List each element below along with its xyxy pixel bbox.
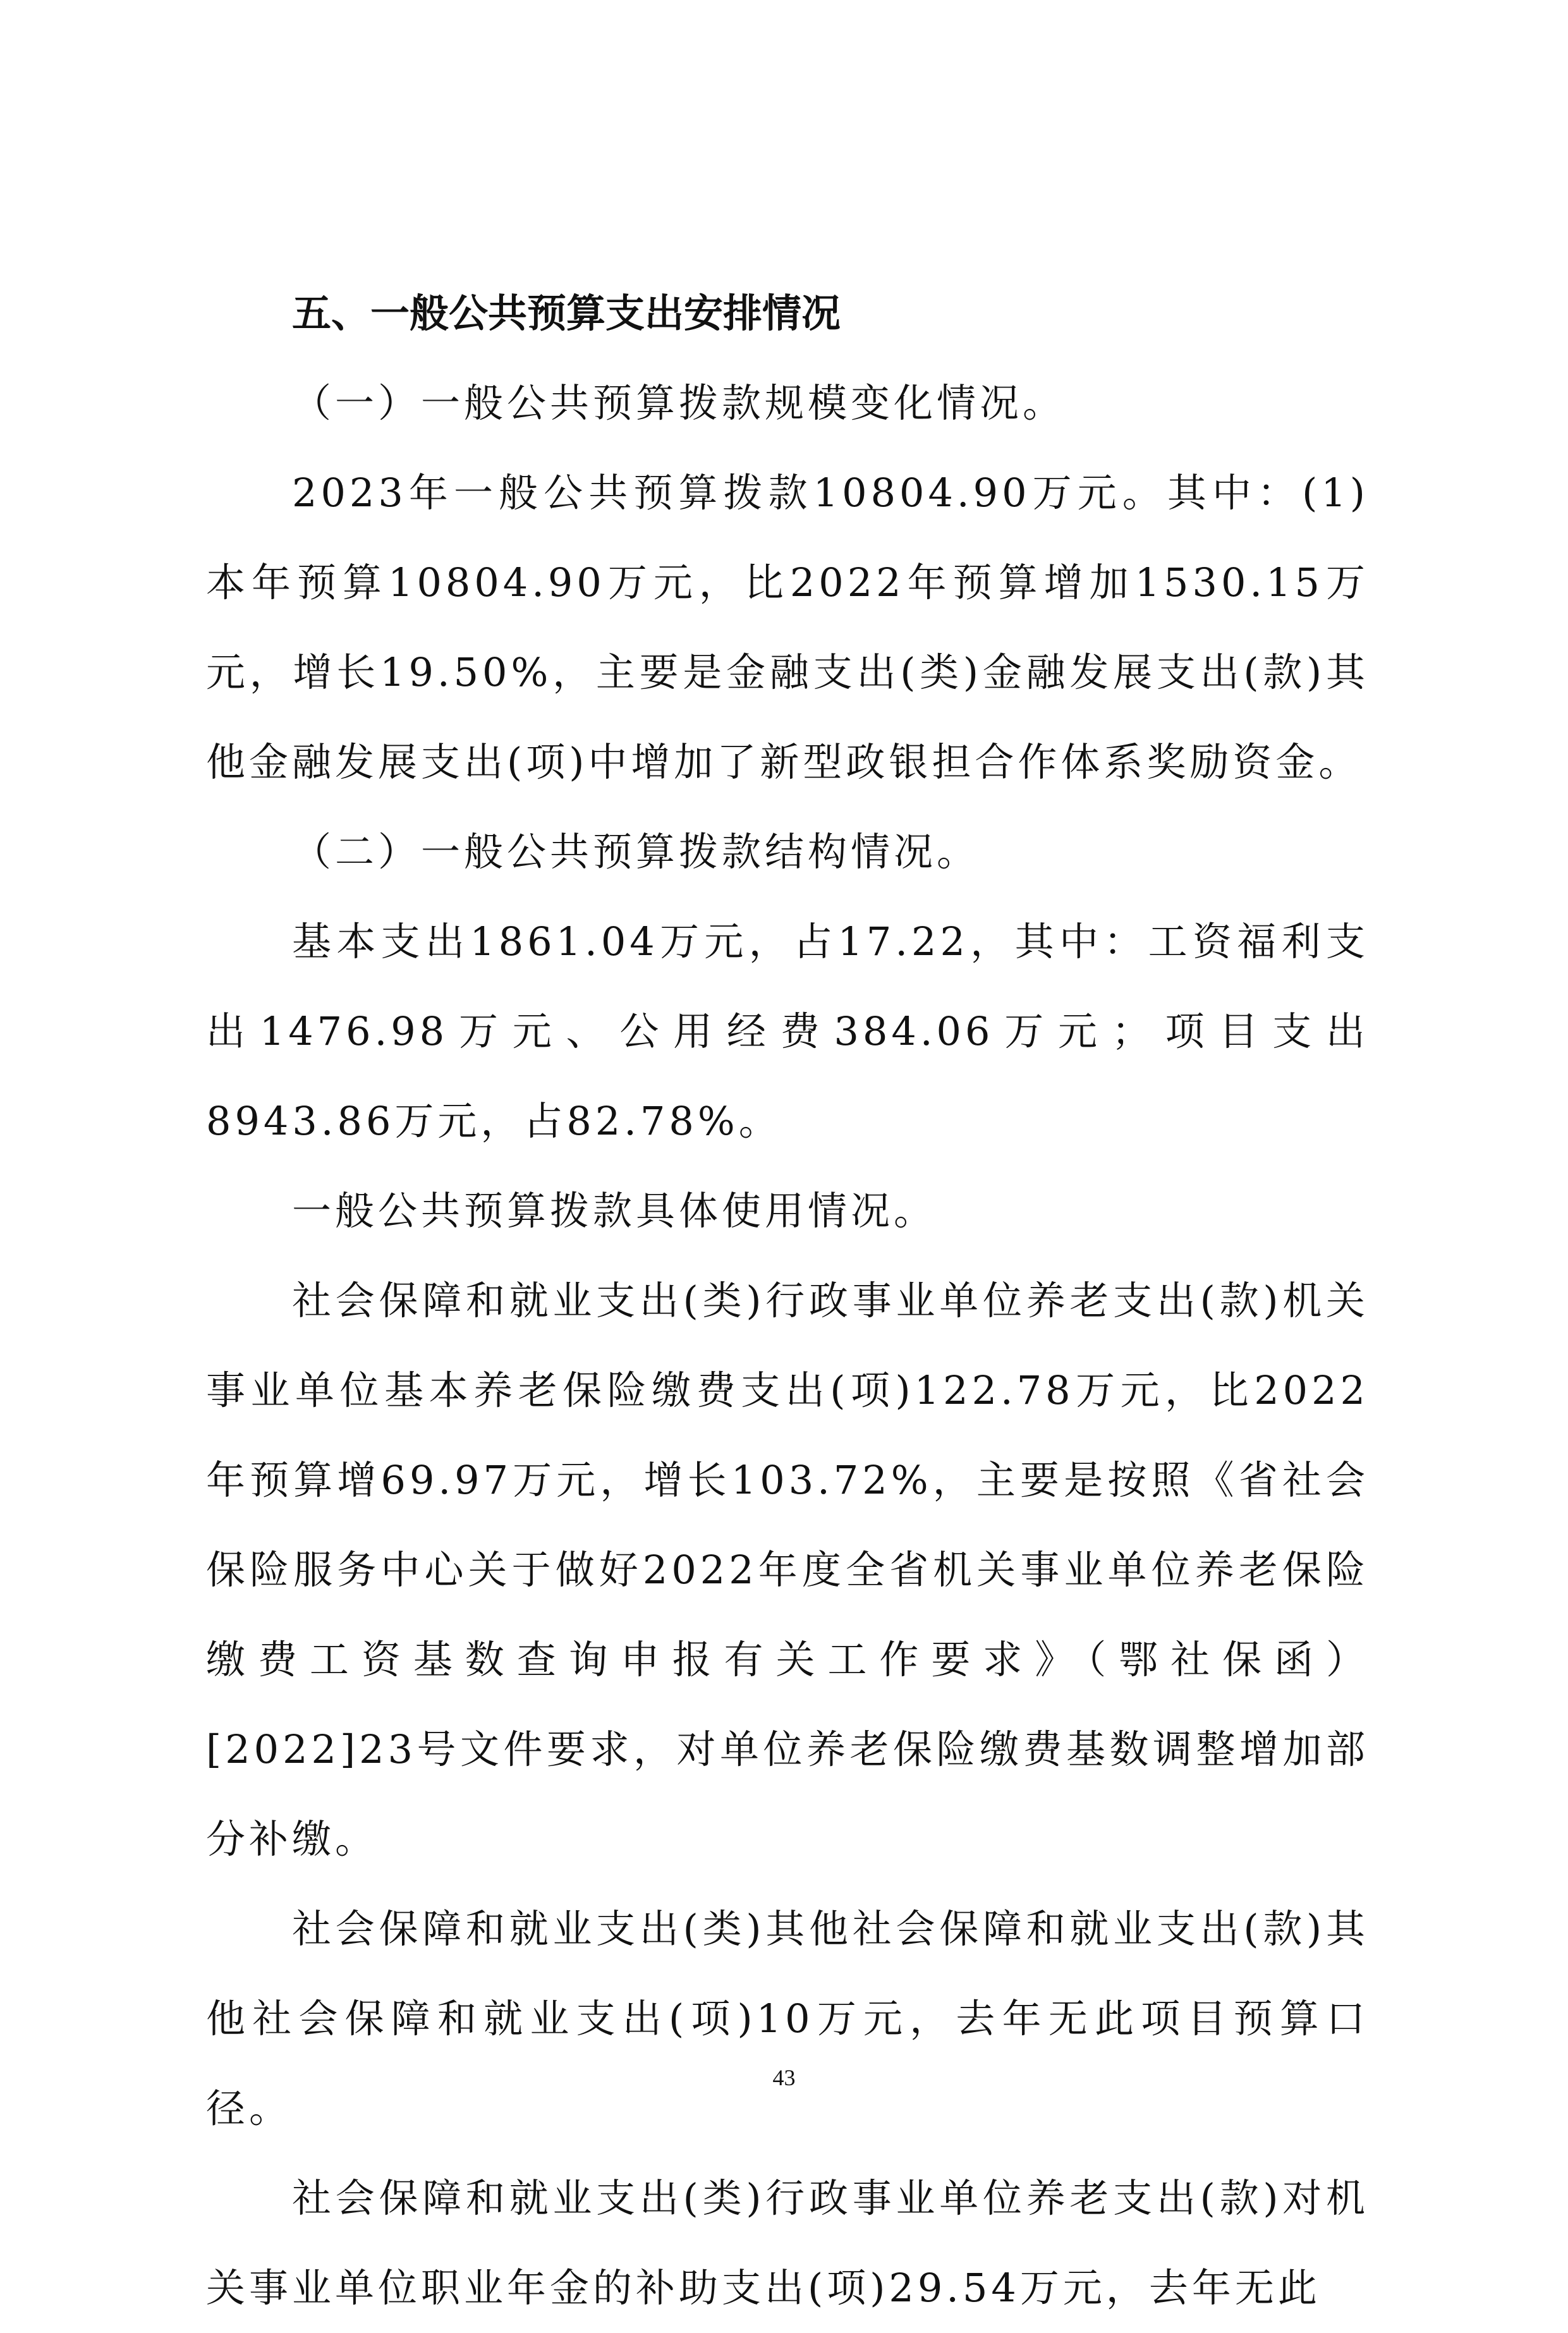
paragraph-budget-scale: 2023年一般公共预算拨款10804.90万元。其中：(1)本年预算10804.90万元，比2022年预算增加1530.15万元，增长19.50%，主要是金融支出(类)金融发展支出(款)其他金融发展支出(项)中增加了新型政银担合作体系奖励资金。 <box>206 470 1369 785</box>
paragraph-subheading-1: （一）一般公共预算拨款规模变化情况。 <box>292 380 1066 426</box>
paragraph-usage-intro: 一般公共预算拨款具体使用情况。 <box>292 1188 937 1234</box>
document-body <box>206 269 1369 2333</box>
section-heading: 五、一般公共预算支出安排情况 <box>292 290 841 336</box>
paragraph-subheading-2: （二）一般公共预算拨款结构情况。 <box>292 829 980 875</box>
page-number: 43 <box>772 2065 796 2090</box>
paragraph-occupational-annuity: 社会保障和就业支出(类)行政事业单位养老支出(款)对机关事业单位职业年金的补助支出(项)29.54万元，去年无此 <box>206 2175 1369 2311</box>
paragraph-other-social-security: 社会保障和就业支出(类)其他社会保障和就业支出(款)其他社会保障和就业支出(项)10万元，去年无此项目预算口径。 <box>206 1906 1369 2131</box>
paragraph-budget-structure: 基本支出1861.04万元，占17.22，其中：工资福利支出1476.98万元、公用经费384.06万元；项目支出8943.86万元，占82.78%。 <box>206 918 1369 1144</box>
paragraph-pension-insurance: 社会保障和就业支出(类)行政事业单位养老支出(款)机关事业单位基本养老保险缴费支出(项)122.78万元，比2022年预算增69.97万元，增长103.72%，主要是按照《省社会保险服务中心关于做好2022年度全省机关事业单位养老保险缴费工资基数查询申报有关工作要求》（鄂社保函）[2022]23号文件要求，对单位养老保险缴费基数调整增加部分补缴。 <box>206 1277 1369 1862</box>
